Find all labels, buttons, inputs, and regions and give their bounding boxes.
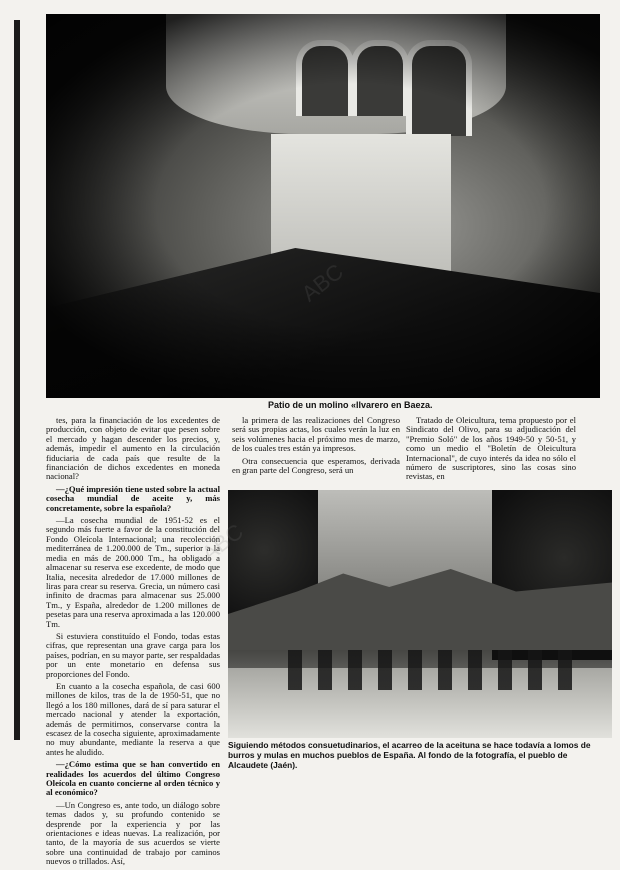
- text-column-3: [406, 416, 576, 485]
- paragraph: En cuanto a la cosecha española, de casi 600 millones de kilos, tras de la de 1950-51, que no llegó a los 180 millones, dará de sí para saturar el mercado nacional y atender la exportación, además de permitirnos, conservarse contra la escasez de la cosecha siguiente, aproximadamente no muy abundante, mediante la reserva a que antes he aludido.: [46, 680, 220, 757]
- caption-bottom: Siguiendo métodos consuetudinarios, el acarreo de la aceituna se hace todavía a lomos de burros y mulas en muchos pueblos de España. Al fondo de la fotografía, el pueblo de Alcaudete (Jaén).: [228, 740, 591, 770]
- page-edge-rule: [14, 20, 20, 740]
- photo-vignette: [46, 14, 600, 398]
- paragraph: tes, para la financiación de los excedentes de producción, con objeto de evitar que pesen sobre el mercado y hagan descender los precios, y, además, impedir el aumento en la circulación fiduciaria de cada país que resulte de la financiación de dichos excedentes en moneda nacional?: [46, 415, 220, 482]
- paragraph: la primera de las realizaciones del Congreso será sus propias actas, los cuales verán la luz en seis volúmenes hacia el próximo mes de marzo, de los cuales tres están ya impresos.: [232, 415, 400, 454]
- text-column-2: [232, 416, 400, 478]
- photo-mill-patio: [46, 14, 600, 398]
- paragraph: —¿Cómo estima que se han convertido en realidades los acuerdos del último Congreso Oleícola en cuanto concierne al orden técnico y al económico?: [46, 759, 220, 798]
- photo-donkeys: [288, 650, 588, 690]
- photo-olive-transport: [228, 490, 612, 738]
- paragraph: Si estuviera constituído el Fondo, todas estas cifras, que representan una grave carga para los países, podrían, en su mayor parte, ser respaldadas por un ente monetario en defensa sus proporciones del Fondo.: [46, 630, 220, 679]
- paragraph: Tratado de Oleicultura, tema propuesto por el Sindicato del Olivo, para su adjudicación del "Premio Soló" de los años 1949-50 y 50-51, y como un medio el "Boletín de Oleicultura Internacional", de cuyo interés da idea no sólo el número de suscriptores, sino las cosas sino revistas, en: [406, 415, 576, 482]
- paragraph: Otra consecuencia que esperamos, derivada en gran parte del Congreso, será un: [232, 455, 400, 476]
- paragraph: —Un Congreso es, ante todo, un diálogo sobre temas dados y, su profundo contenido se desprende por la experiencia y por las orientaciones e ideas nuevas. La realización, por tanto, de la mayoría de sus acuerdos se vierte sobre una continuidad de trabajo por caminos nuevos o trillados. Así,: [46, 799, 220, 867]
- paragraph: —La cosecha mundial de 1951-52 es el segundo más fuerte a favor de la constitución del Fondo Oleícola Internacional; una recolección mediterránea de 1.200.000 de Tm., superior a la media en más de 200.000 Tm., ha obligado a almacenar su reserva ese excedente, de modo que Italia, necesita alrededor de 17.000 millones de liras para crear su reserva. Grecia, un número casi infinito de dracmas para almacenar sus 25.000 Tm., y España, alrededor de 1.200 millones de pesetas para una reserva aproximada a las 120.000 Tm.: [46, 515, 220, 629]
- watermark: ABC: [196, 518, 248, 567]
- caption-top: Patio de un molino «llvarero en Baeza.: [268, 400, 433, 410]
- paragraph: —¿Qué impresión tiene usted sobre la actual cosecha mundial de aceite y, más concretamente, sobre la española?: [46, 483, 220, 513]
- text-column-1: [46, 416, 220, 870]
